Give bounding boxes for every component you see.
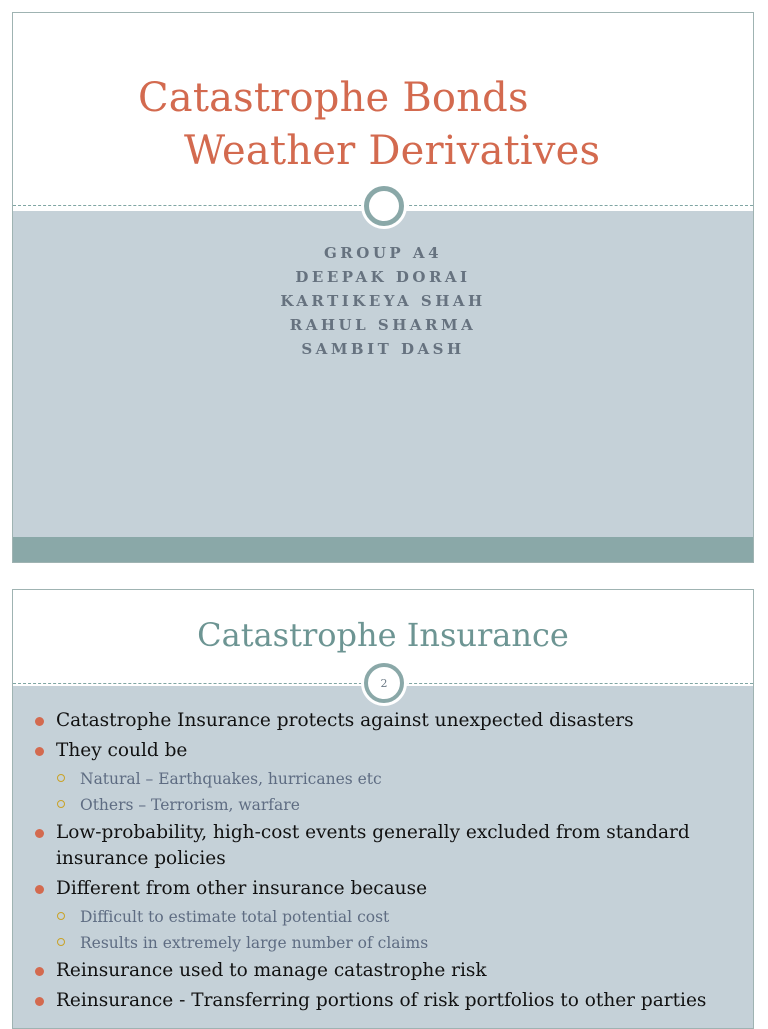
bullet-item: Reinsurance - Transferring portions of risk portfolios to other parties xyxy=(13,988,753,1014)
author-item: GROUP A4 xyxy=(324,244,442,262)
sub-bullet-item: Results in extremely large number of claims xyxy=(13,932,753,954)
author-list xyxy=(13,241,753,361)
page-number: 2 xyxy=(380,676,388,690)
author-item: RAHUL SHARMA xyxy=(289,316,477,334)
footer-bar xyxy=(13,537,753,563)
slide-title-line-1: Catastrophe Bonds xyxy=(138,75,529,121)
title-area xyxy=(13,13,753,211)
page-number-badge xyxy=(364,663,404,703)
sub-bullet-item: Others – Terrorism, warfare xyxy=(13,794,753,816)
bullet-item: Low-probability, high-cost events generally excluded from standard insurance policies xyxy=(13,820,753,872)
title-slide xyxy=(12,12,754,563)
content-slide xyxy=(12,589,754,1029)
bullet-item: Different from other insurance because xyxy=(13,876,753,902)
bullet-item: Catastrophe Insurance protects against unexpected disasters xyxy=(13,708,753,734)
author-item: DEEPAK DORAI xyxy=(295,268,471,286)
slide-title: Catastrophe Insurance xyxy=(197,616,569,654)
bullet-item: They could be xyxy=(13,738,753,764)
sub-bullet-item: Difficult to estimate total potential cost xyxy=(13,906,753,928)
sub-bullet-item: Natural – Earthquakes, hurricanes etc xyxy=(13,768,753,790)
author-item: SAMBIT DASH xyxy=(301,340,465,358)
bullet-item: Reinsurance used to manage catastrophe risk xyxy=(13,958,753,984)
slide-title-line-2: Weather Derivatives xyxy=(184,128,601,174)
subtitle-panel xyxy=(13,211,753,537)
author-item: KARTIKEYA SHAH xyxy=(280,292,486,310)
ring-ornament xyxy=(364,186,404,226)
bullet-list xyxy=(13,708,753,1018)
